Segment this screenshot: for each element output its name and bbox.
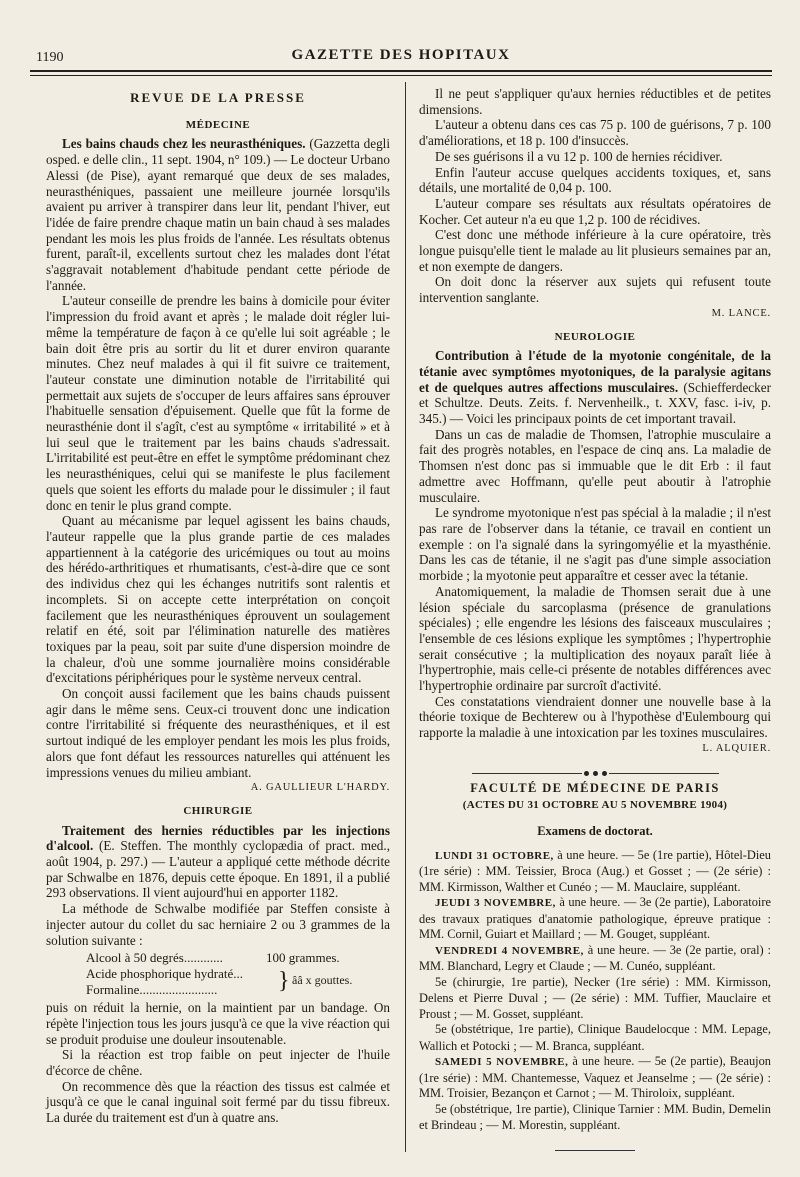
section-medecine: MÉDECINE [185, 118, 251, 131]
paragraph: On doit donc la réserver aux sujets qui refusent toute intervention sanglante. [419, 274, 771, 306]
exam-entry: JEUDI 3 NOVEMBRE, à une heure. — 3e (2e partie), Laboratoire des travaux pratiques d'anatomie pathologique, épreuve pratique : MM. Cornil, Guiart et Maillard ; — M. Gouget, suppléant. [419, 895, 771, 942]
header-rule-thick [30, 70, 772, 72]
paragraph: Si la réaction est trop faible on peut injecter de l'huile d'écorce de chêne. [46, 1047, 390, 1079]
article-hernies-intro [46, 823, 390, 902]
paragraph: On conçoit aussi facilement que les bains chauds puissent agir dans le même sens. Ceux-ci trouvent donc une indication contre l'irritabilité si fréquente des neurasthéniques, et il est surtout indiqué de les employer pendant les mois les plus froids, alors que font défaut les ressources naturelles qui atténuent les impressions venues du milieu ambiant. [46, 686, 390, 780]
rubric-title: REVUE DE LA PRESSE [130, 90, 306, 105]
exam-entry: 5e (obstétrique, 1re partie), Clinique Tarnier : MM. Budin, Demelin et Brindeau ; — M. Morestin, suppléant. [419, 1101, 771, 1133]
page-header [30, 44, 772, 70]
formula-quantity: ââ x gouttes. [292, 973, 353, 988]
article-reference: (Schiefferdecker et Schultze. Deuts. Zeits. f. Nervenheilk., t. XXV, fasc. i-iv, p. 345.) — [419, 379, 771, 427]
paragraph: L'auteur conseille de prendre les bains à domicile pour éviter l'impression du froid avant et après ; le malade doit régler lui-même la température de façon à ce qu'elle lui soit agréable ; le bain doit être pris au sortir du lit et durer environ quarante minutes. Chez neuf malades à qui il fit suivre ce traitement, l'auteur constate une diminution notable de l'irritabilité qui permettait aux sujets de s'occuper de leurs affaires sans éprouver l'habituelle sensation d'épuisement. Quelle que fût la forme de neurasthénie dont il s'agît, c'est au symptôme « irritabilité » et à lui seul que le traitement par les bains chauds s'adressait. L'irritabilité est peut-être en effet le symptôme prédominant chez les neurasthéniques, celui qui se manifeste le plus facilement quels que soient les efforts du malade pour le dissimuler ; il faut donc en tenir le plus grand compte. [46, 293, 390, 513]
exam-entry: VENDREDI 4 NOVEMBRE, à une heure. — 3e (2e partie, oral) : MM. Blanchard, Legry et Claude ; — M. Cunéo, suppléant. [419, 942, 771, 974]
exam-entry: LUNDI 31 OCTOBRE, à une heure. — 5e (1re partie), Hôtel-Dieu (1re série) : MM. Teissier, Broca (Aug.) et Gosset ; — (2e série) : MM. Kirmisson, Walther et Cunéo ; — M. Mauclaire, suppléant. [419, 847, 771, 894]
paragraph: L'auteur compare ses résultats aux résultats opératoires de Kocher. Cet auteur n'a eu que 1,2 p. 100 de récidives. [419, 195, 771, 227]
paragraph: Anatomiquement, la maladie de Thomsen serait due à une lésion spéciale du sarcoplasma (présence de granulations spéciales) ; elle engendre les lésions des faisceaux musculaires ; l'ensemble de ces lésions explique les symptômes ; l'hypertrophie serait consécutive ; la multiplication des noyaux paraît liée à l'hypertrophie, mais celle-ci présente de notables différences avec l'hypertrophie ordinaire par surcroît d'activité. [419, 583, 771, 694]
section-chirurgie: CHIRURGIE [183, 804, 253, 817]
article-bains-intro [46, 136, 390, 293]
ornament-divider [419, 1142, 771, 1158]
faculty-title: FACULTÉ DE MÉDECINE DE PARIS [470, 780, 720, 795]
formula-row: Alcool à 50 degrés............ 100 grammes. [86, 950, 340, 966]
article-title: Les bains chauds chez les neurasthéniques. [62, 136, 306, 152]
paragraph: Le syndrome myotonique n'est pas spécial à la maladie ; il n'est pas rare de l'observer dans la tétanie, ce travail en contient un exemple : on l'a signalé dans la syringomyélie et la myasthénie. Dans les cas de tétanie, il ne s'agit pas d'une simple association morbide ; la myotonie peut apparaître et cesser avec la tétanie. [419, 505, 771, 584]
article-title: Traitement des hernies réductibles par les injections d'alcool. [46, 822, 390, 854]
paragraph: C'est donc une méthode inférieure à la cure opératoire, très longue puisqu'elle tient le malade au lit plusieurs semaines par an, et non exempte de dangers. [419, 227, 771, 274]
faculty-subtitle: (ACTES DU 31 OCTOBRE AU 5 NOVEMBRE 1904) [462, 799, 728, 812]
paragraph: La méthode de Schwalbe modifiée par Steffen consiste à injecter autour du collet du sac herniaire 2 ou 3 grammes de la solution suivante : [46, 901, 390, 948]
paragraph: Il ne peut s'appliquer qu'aux hernies réductibles et de petites dimensions. [419, 86, 771, 117]
paragraph: puis on réduit la hernie, on la maintient par un bandage. On répète l'injection tous les jours jusqu'à ce que la vive réaction qui se produit produise une douleur insoutenable. [46, 1000, 390, 1047]
exam-entry: 5e (chirurgie, 1re partie), Necker (1re série) : MM. Kirmisson, Delens et Pierre Duval ; — (2e série) : MM. Tuffier, Mauclaire et Proust ; — M. Gosset, suppléant. [419, 974, 771, 1021]
paragraph: L'auteur a obtenu dans ces cas 75 p. 100 de guérisons, 7 p. 100 d'améliorations, et 18 p. 100 d'insuccès. [419, 117, 771, 149]
author-signature: M. LANCE. [711, 307, 771, 319]
article-reference: (E. Steffen. The monthly cyclopædia of pract. med., août 1904, p. 297.) — [46, 838, 390, 870]
left-column [46, 86, 390, 1126]
paragraph: Dans un cas de maladie de Thomsen, l'atrophie musculaire a fait des progrès notables, en l'espace de cinq ans. La maladie de Thomsen n'est donc pas si immuable que le dit Erb : il faut admettre avec Hoffmann, qu'elle peut aboutir à l'atrophie musculaire. [419, 426, 771, 505]
brace-symbol: } [278, 968, 290, 995]
exam-entry: SAMEDI 5 NOVEMBRE, à une heure. — 5e (2e partie), Beaujon (1re série) : MM. Chantemesse, Vaquez et Jeanselme ; — (2e série) : MM. Troisier, Bezançon et Carnot ; — M. Thiroloix, suppléant. [419, 1054, 771, 1101]
paragraph: Voici les principaux points de cet important travail. [466, 411, 737, 427]
paragraph: Enfin l'auteur accuse quelques accidents toxiques, et, sans détails, une mortalité de 0,04 p. 100. [419, 164, 771, 196]
article-reference: (Gazzetta degli osped. e delle clin., 11 sept. 1904, n° 109.) — [46, 136, 391, 168]
exam-heading: Examens de doctorat. [537, 823, 653, 838]
paragraph: Ces constatations viendraient donner une nouvelle base à la théorie toxique de Bechterew ou à l'hypothèse d'Eulembourg qui rapporte la maladie à une intoxication par les toxines musculaires. [419, 693, 771, 741]
formula-row: Formaline........................ [86, 982, 218, 998]
formula-block [46, 950, 390, 998]
section-neurologie: NEUROLOGIE [554, 330, 636, 343]
column-separator [405, 82, 406, 1152]
paragraph: L'auteur a appliqué cette méthode décrite par Schwalbe en 1876, depuis cette époque. En 1891, il a publié 293 observations. Il vient aujourd'hui en apporter 1182. [46, 854, 390, 901]
exam-entry: 5e (obstétrique, 1re partie), Clinique Baudelocque : MM. Lepage, Wallich et Potocki ; — M. Branca, suppléant. [419, 1022, 771, 1053]
page-number: 1190 [36, 50, 64, 65]
paragraph: Le docteur Urbano Alessi (de Pise), ayant remarqué que deux de ses malades, neurasthéniques, passaient une meilleure journée lorsqu'ils avaient pu arriver à transpirer dans leur lit, pendant l'hiver, eut l'idée de faire prendre chaque matin un bain chaud à ses malades pendant les mois les plus froids de l'année. Les résultats obtenus furent, paraît-il, excellents surtout chez les malades dont l'état s'aggravait notablement d'habitude pendant cette période de l'année. [46, 152, 390, 293]
running-title: GAZETTE DES HOPITAUX [291, 47, 511, 63]
article-title: Contribution à l'étude de la myotonie congénitale, de la tétanie avec symptômes myotoniques, de la paralysie agitans et de quelques autres affections musculaires. [419, 348, 771, 395]
exam-list [419, 848, 771, 1134]
paragraph: De ses guérisons il a vu 12 p. 100 de hernies récidiver. [435, 148, 723, 164]
formula-row: Acide phosphorique hydraté... [86, 966, 244, 982]
ornament-divider [419, 765, 771, 773]
paragraph: Quant au mécanisme par lequel agissent les bains chauds, l'auteur rappelle que la plus grande partie de ces malades appartiennent à la catégorie des uricémiques ou tout au moins des hérédo-arthritiques et rhumatisants, c'est-à-dire que ce sont des individus chez qui les échanges nutritifs sont ralentis et incomplets. Si on accepte cette interprétation on conçoit facilement que les neurasthéniques éprouvent un soulagement relatif en été, soit par l'élimination naturelle des matières toxiques par la peau, soit par suite d'une dispersion moindre de la chaleur, d'où une somme journalière moins considérable d'excitations périphériques pour le système nerveux central. [46, 513, 390, 686]
article-myotonie-intro [419, 348, 771, 427]
header-rule-thin [30, 75, 772, 76]
paragraph: On recommence dès que la réaction des tissus est calmée et jusqu'à ce que le canal inguinal soit fermé par du tissu fibreux. La durée du traitement est d'un à quatre ans. [46, 1078, 390, 1126]
author-signature: L. ALQUIER. [702, 742, 771, 754]
author-signature: A. GAULLIEUR L'HARDY. [250, 782, 390, 794]
right-column [419, 86, 771, 1157]
